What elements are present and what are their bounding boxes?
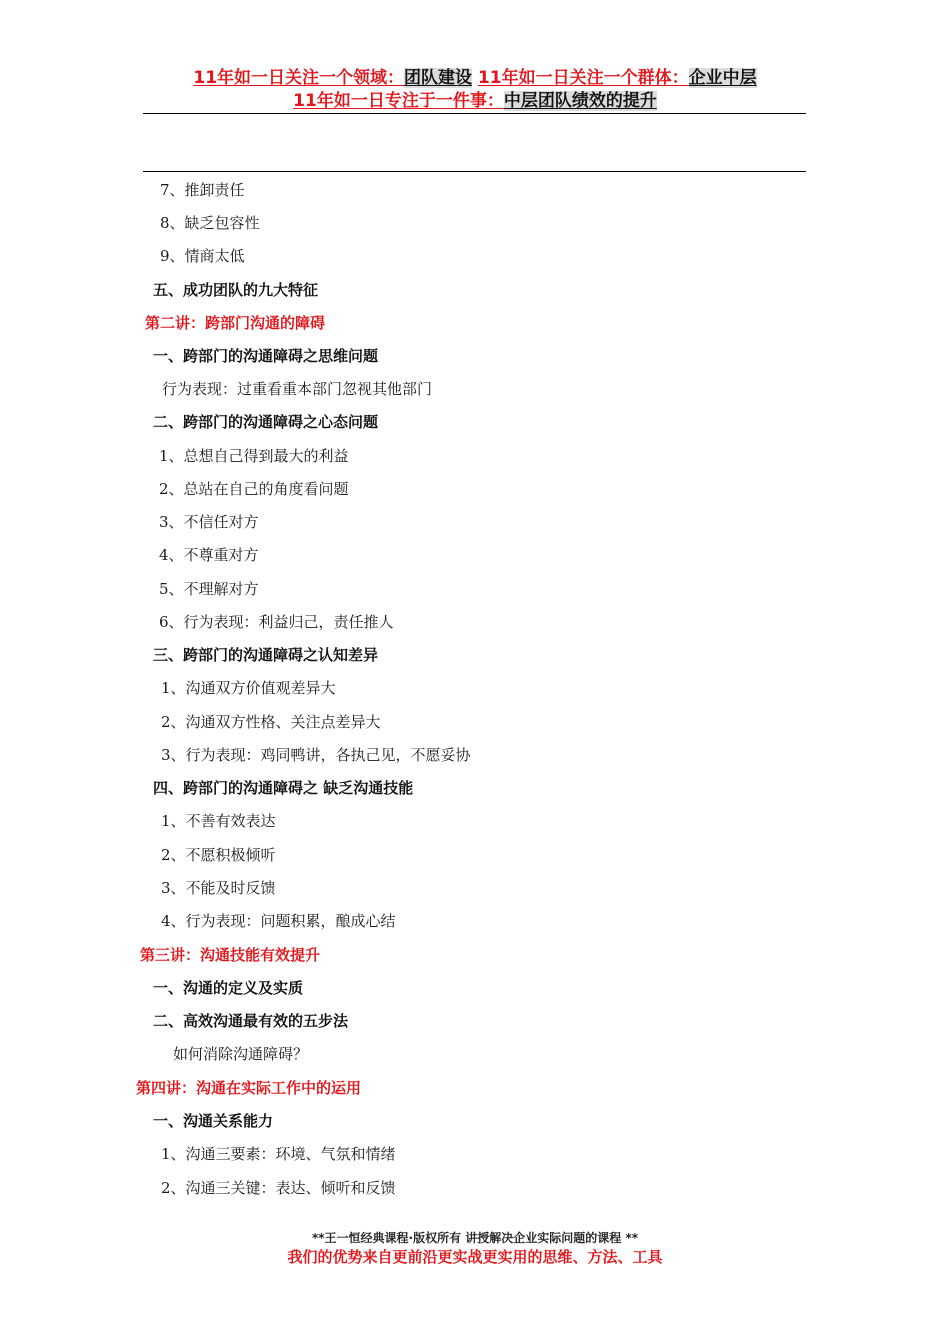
list-item: 1、沟通三要素：环境、气氛和情绪 xyxy=(161,1145,396,1163)
header-focus-group-value: 企业中层 xyxy=(688,68,757,88)
header-line-1 xyxy=(0,67,950,89)
section-heading: 四、跨部门的沟通障碍之 缺乏沟通技能 xyxy=(153,779,414,797)
header-focus-group-label: 11年如一日关注一个群体： xyxy=(477,68,689,88)
list-item: 1、沟通双方价值观差异大 xyxy=(161,679,336,697)
section-heading: 五、成功团队的九大特征 xyxy=(153,281,319,299)
section-heading: 一、沟通的定义及实质 xyxy=(153,979,304,997)
list-item: 3、行为表现：鸡同鸭讲，各执己见，不愿妥协 xyxy=(161,746,471,764)
list-item: 3、不信任对方 xyxy=(159,513,259,531)
list-item: 2、总站在自己的角度看问题 xyxy=(159,480,349,498)
list-item: 行为表现：过重看重本部门忽视其他部门 xyxy=(162,380,433,398)
section-heading: 二、高效沟通最有效的五步法 xyxy=(153,1012,349,1030)
section-heading: 一、沟通关系能力 xyxy=(153,1112,274,1130)
header-focus-domain-value: 团队建设 xyxy=(404,68,473,88)
list-item: 4、行为表现：问题积累，酿成心结 xyxy=(161,912,396,930)
footer-copyright: **王一恒经典课程·版权所有 讲授解决企业实际问题的课程 ** xyxy=(311,1231,639,1245)
section-heading: 三、跨部门的沟通障碍之认知差异 xyxy=(153,646,379,664)
list-item: 4、不尊重对方 xyxy=(159,546,259,564)
list-item: 2、沟通双方性格、关注点差异大 xyxy=(161,713,381,731)
section-heading: 二、跨部门的沟通障碍之心态问题 xyxy=(153,413,379,431)
list-item: 9、情商太低 xyxy=(160,247,245,265)
header-rule-top xyxy=(143,113,806,114)
lecture-heading: 第三讲：沟通技能有效提升 xyxy=(140,946,321,964)
list-item: 2、不愿积极倾听 xyxy=(161,846,276,864)
list-item: 如何消除沟通障碍？ xyxy=(173,1045,309,1063)
header-focus-task-value: 中层团队绩效的提升 xyxy=(503,91,657,111)
footer-slogan: 我们的优势来自更前沿更实战更实用的思维、方法、工具 xyxy=(287,1248,663,1266)
list-item: 6、行为表现：利益归己，责任推人 xyxy=(159,613,394,631)
header-focus-domain-label: 11年如一日关注一个领域： xyxy=(193,68,405,88)
lecture-heading: 第二讲：跨部门沟通的障碍 xyxy=(145,314,326,332)
lecture-heading: 第四讲：沟通在实际工作中的运用 xyxy=(136,1079,362,1097)
header-line-2 xyxy=(0,90,950,112)
list-item: 5、不理解对方 xyxy=(159,580,259,598)
list-item: 1、不善有效表达 xyxy=(161,812,276,830)
list-item: 1、总想自己得到最大的利益 xyxy=(159,447,349,465)
header-focus-task-label: 11年如一日专注于一件事： xyxy=(293,91,504,111)
list-item: 3、不能及时反馈 xyxy=(161,879,276,897)
list-item: 8、缺乏包容性 xyxy=(160,214,260,232)
list-item: 2、沟通三关键：表达、倾听和反馈 xyxy=(161,1179,396,1197)
list-item: 7、推卸责任 xyxy=(160,181,245,199)
header-rule-bottom xyxy=(143,171,806,172)
section-heading: 一、跨部门的沟通障碍之思维问题 xyxy=(153,347,379,365)
